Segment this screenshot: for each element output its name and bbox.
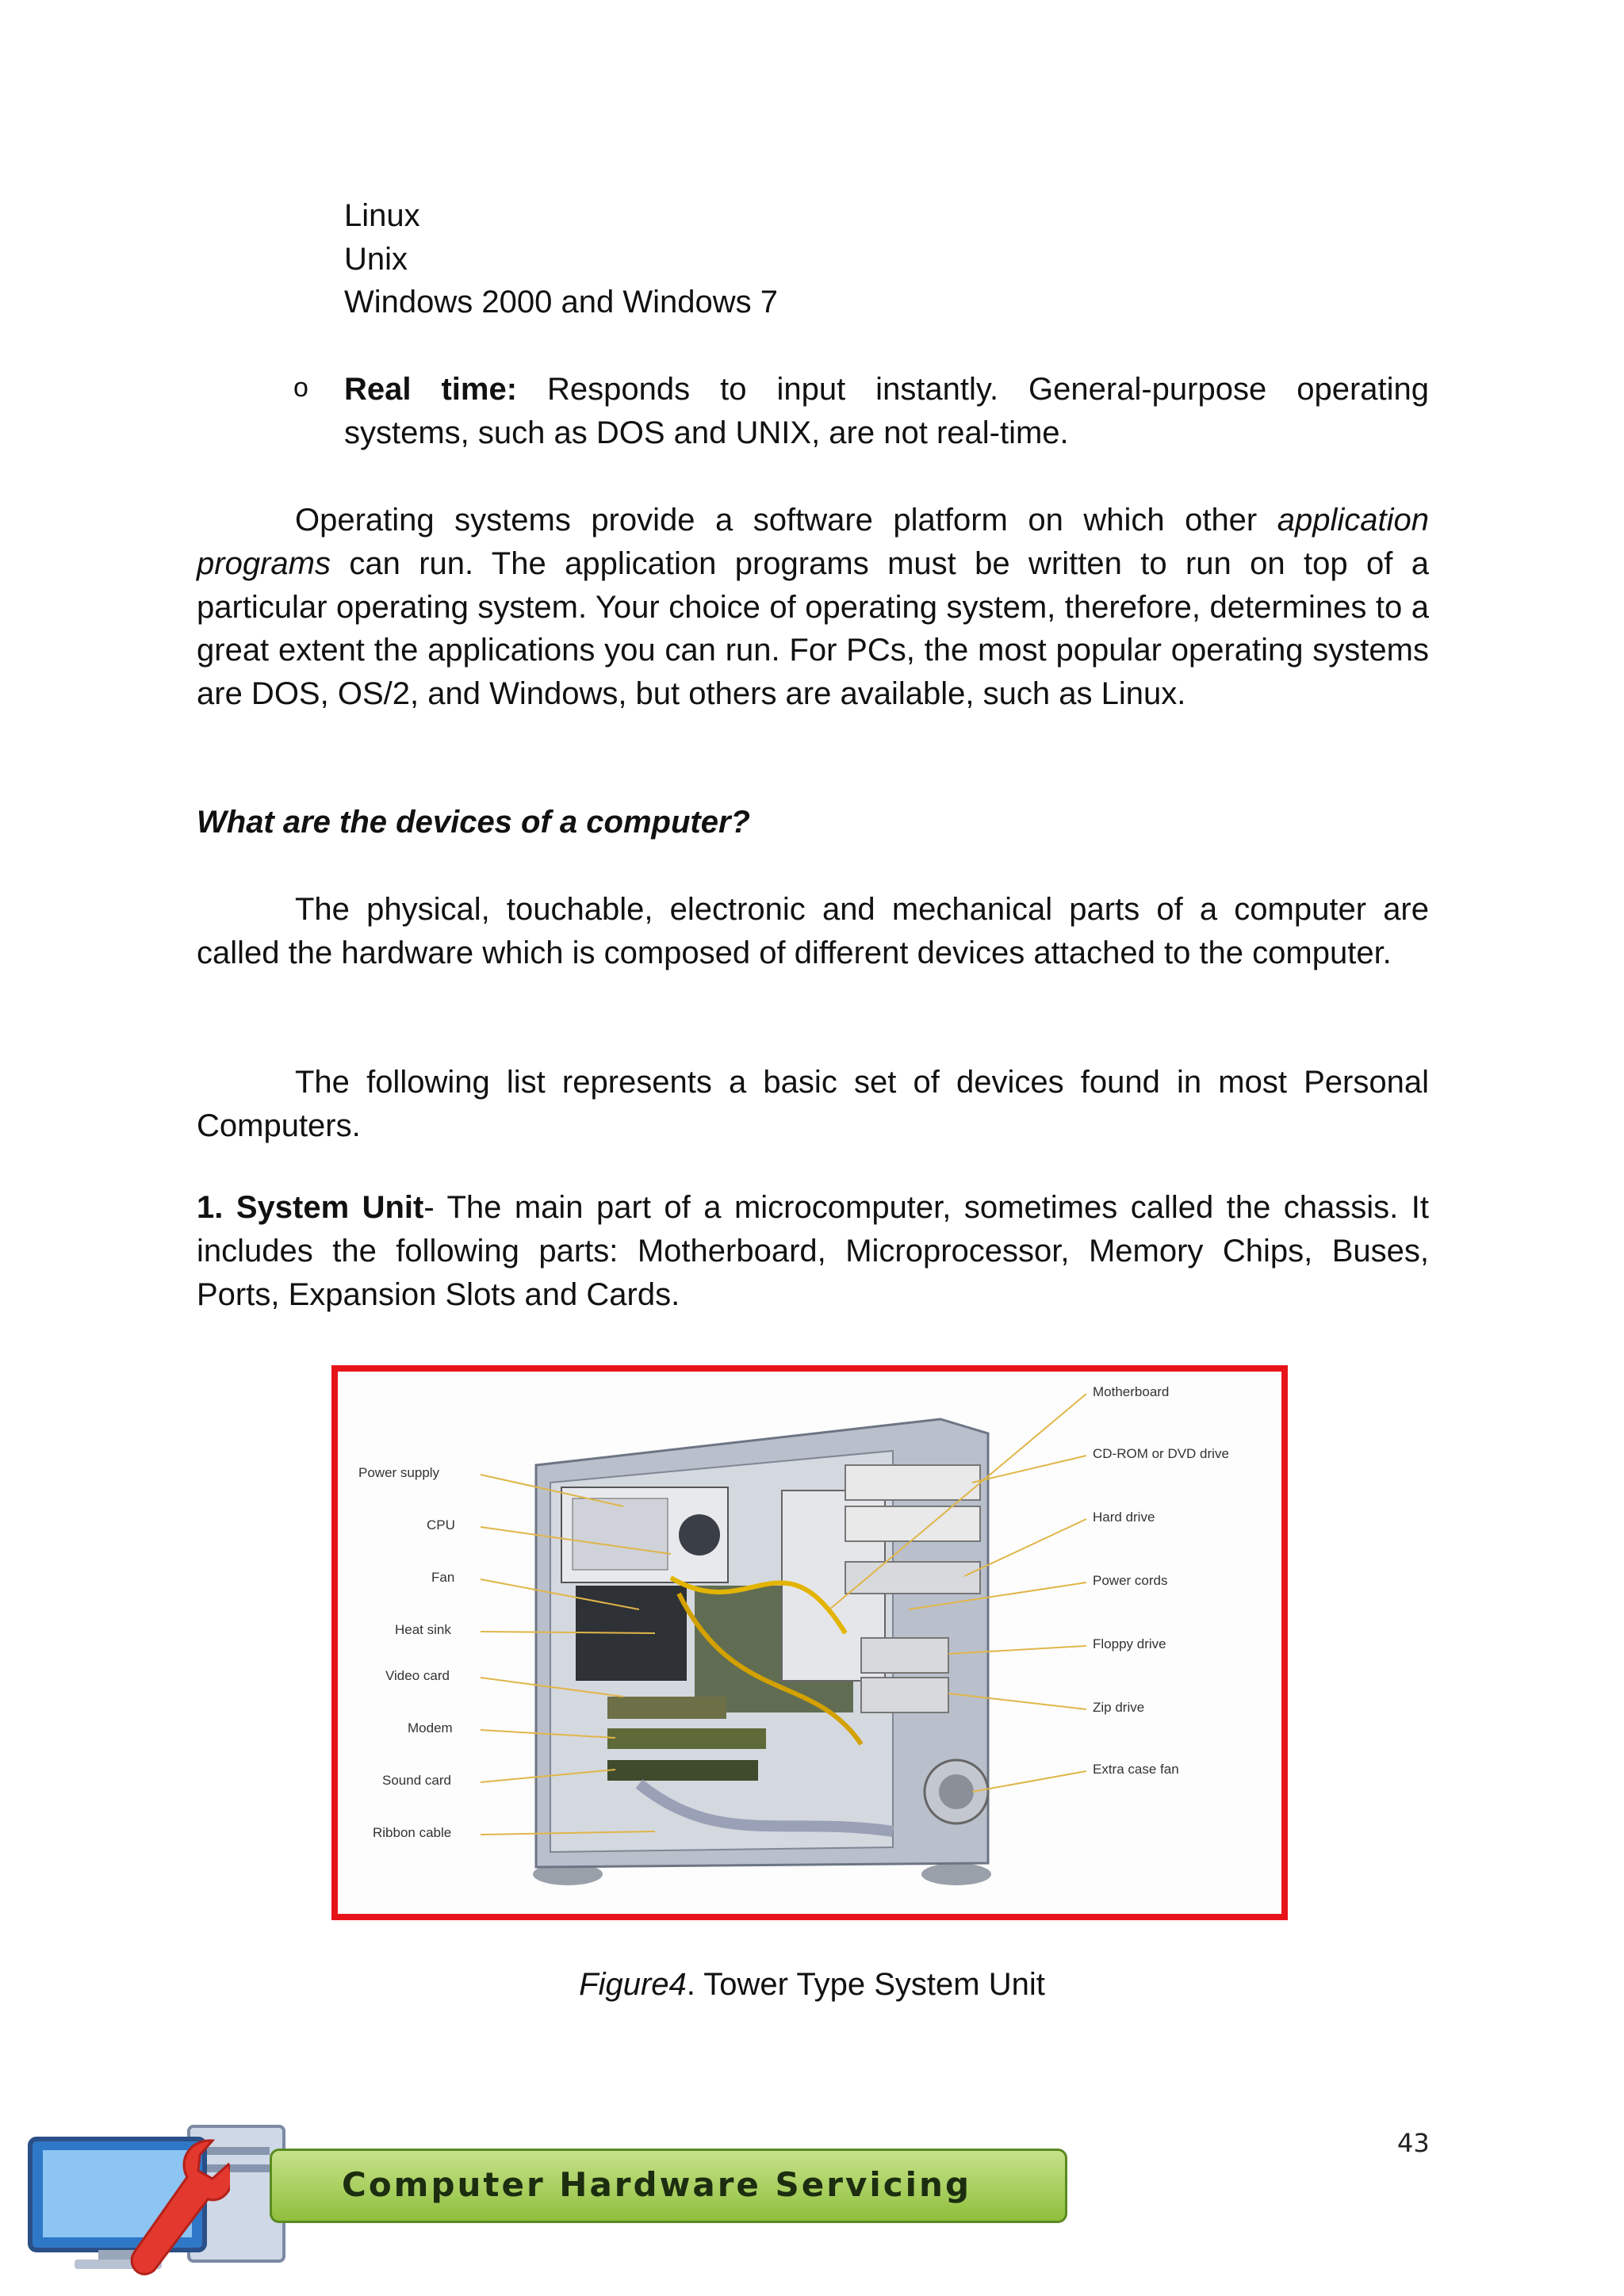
- figure-label-zip-drive: Zip drive: [1093, 1700, 1145, 1715]
- footer-title: Computer Hardware Servicing: [342, 2165, 972, 2204]
- bullet-marker: o: [293, 373, 308, 403]
- hardware-paragraph-text: The physical, touchable, electronic and mechanical parts of a computer are called the hardware which is composed of different devices attached to the computer.: [197, 892, 1429, 970]
- figure-caption: [0, 1963, 1624, 2006]
- figure-label-extra-case-fan: Extra case fan: [1093, 1762, 1179, 1777]
- figure-label-ribbon-cable: Ribbon cable: [373, 1825, 452, 1840]
- figure-label-power-supply: Power supply: [358, 1465, 440, 1480]
- figure-caption-italic: Figure4: [579, 1967, 687, 2002]
- figure-label-motherboard: Motherboard: [1093, 1384, 1170, 1399]
- figure-label-hard-drive: Hard drive: [1093, 1510, 1155, 1525]
- system-unit-text: - The main part of a microcomputer, sometimes called the chassis. It includes the following parts: Motherboard, Microprocessor, Memory Chips, Buses, Ports, Expansion Slots and Cards.: [197, 1190, 1429, 1312]
- figure-label-heat-sink: Heat sink: [395, 1622, 451, 1637]
- wrench-icon: [119, 2133, 230, 2291]
- figure-label-floppy-drive: Floppy drive: [1093, 1636, 1166, 1651]
- realtime-term: Real time:: [344, 372, 518, 407]
- hardware-paragraph: [197, 888, 1429, 975]
- figure-label-modem: Modem: [408, 1720, 453, 1735]
- figure-label-video-card: Video card: [385, 1668, 450, 1683]
- realtime-text-line2: systems, such as DOS and UNIX, are not real-time.: [344, 415, 1069, 450]
- os-paragraph-part2: can run. The application programs must be written to run on top of a particular operating system. Your choice of operating system, therefore, determines to a great extent the applications you can run. For PCs, the most popular operating systems are DOS, OS/2, and Windows, but others are available, such as Linux.: [197, 545, 1429, 712]
- os-example-linux: Linux: [344, 198, 420, 233]
- figure-label-sound-card: Sound card: [382, 1773, 451, 1788]
- realtime-line1: [344, 368, 1429, 411]
- figure-tower-system-unit: [331, 1365, 1288, 1920]
- os-paragraph: [197, 499, 1429, 716]
- figure-label-cpu: CPU: [427, 1517, 455, 1533]
- list-intro-text: The following list represents a basic set of devices found in most Personal Computers.: [197, 1065, 1429, 1143]
- page-number: 43: [1397, 2128, 1430, 2158]
- list-intro-paragraph: [197, 1061, 1429, 1148]
- realtime-text-line1: Responds to input instantly. General-purpose operating: [547, 372, 1429, 407]
- figure-label-cdrom: CD-ROM or DVD drive: [1093, 1446, 1229, 1461]
- os-paragraph-italic: application programs: [197, 503, 1430, 581]
- figure-label-fan: Fan: [431, 1570, 455, 1585]
- figure-label-power-cords: Power cords: [1093, 1573, 1168, 1588]
- devices-heading: What are the devices of a computer?: [197, 805, 750, 840]
- figure-caption-text: . Tower Type System Unit: [686, 1967, 1045, 2002]
- footer-banner: [270, 2149, 1067, 2223]
- system-unit-paragraph: [197, 1186, 1429, 1316]
- os-example-unix: Unix: [344, 242, 408, 277]
- os-example-windows: Windows 2000 and Windows 7: [344, 285, 778, 320]
- os-paragraph-part1: Operating systems provide a software platform on which other: [295, 503, 1258, 538]
- system-unit-term: 1. System Unit: [197, 1190, 424, 1225]
